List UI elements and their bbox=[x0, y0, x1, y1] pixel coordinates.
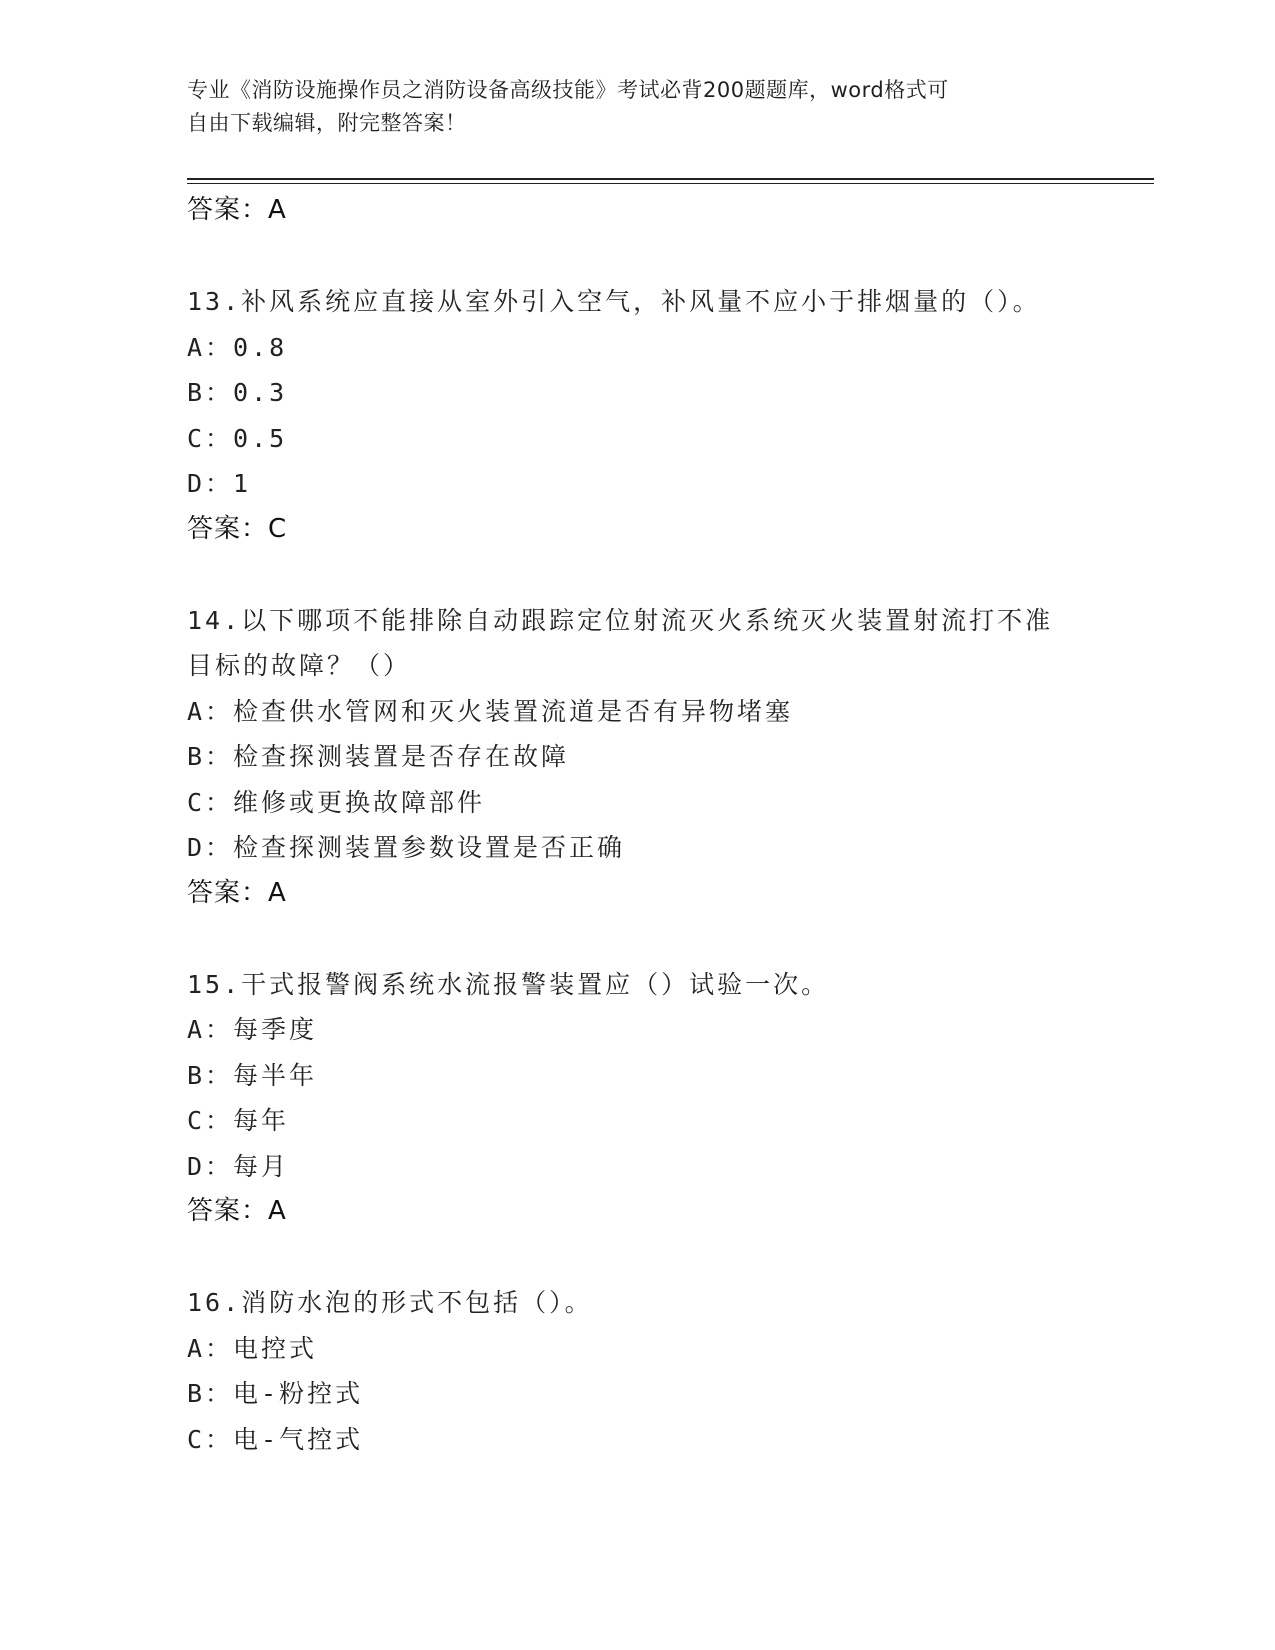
option-a: A：0.8 bbox=[187, 332, 288, 362]
answer-line: 答案：A bbox=[187, 1196, 287, 1226]
option-d: D：每月 bbox=[187, 1151, 290, 1181]
question-list bbox=[187, 188, 1087, 1462]
option-b: B：电-粉控式 bbox=[187, 1379, 364, 1408]
spacer bbox=[187, 916, 1087, 962]
header-line-1: 专业《消防设施操作员之消防设备高级技能》考试必背200题题库，word格式可 bbox=[187, 78, 949, 102]
question-stem-continued: 目标的故障？（） bbox=[187, 651, 412, 680]
option-d: D：检查探测装置参数设置是否正确 bbox=[187, 833, 626, 862]
option-a: A：检查供水管网和灭火装置流道是否有异物堵塞 bbox=[187, 696, 794, 726]
question-stem: 13.补风系统应直接从室外引入空气，补风量不应小于排烟量的（）。 bbox=[187, 287, 1041, 316]
header-divider-thick bbox=[187, 178, 1154, 180]
question-block bbox=[187, 962, 1087, 1235]
question-stem: 16.消防水泡的形式不包括（）。 bbox=[187, 1288, 593, 1317]
option-c: C：电-气控式 bbox=[187, 1424, 364, 1454]
header-line-2: 自由下载编辑，附完整答案！ bbox=[187, 111, 467, 135]
option-a: A：每季度 bbox=[187, 1015, 318, 1044]
option-c: C：维修或更换故障部件 bbox=[187, 787, 486, 817]
question-block bbox=[187, 279, 1087, 552]
option-c: C：0.5 bbox=[187, 423, 288, 453]
option-a: A：电控式 bbox=[187, 1333, 318, 1363]
header-divider-thin bbox=[187, 183, 1154, 184]
option-d: D：1 bbox=[187, 469, 252, 498]
option-b: B：0.3 bbox=[187, 378, 288, 407]
answer-line: 答案：A bbox=[187, 195, 287, 225]
option-c: C：每年 bbox=[187, 1106, 290, 1135]
option-b: B：检查探测装置是否存在故障 bbox=[187, 742, 570, 771]
answer-line: 答案：A bbox=[187, 877, 287, 908]
answer-line: 答案：C bbox=[187, 513, 288, 544]
spacer bbox=[187, 552, 1087, 598]
spacer bbox=[187, 234, 1087, 280]
question-stem: 15.干式报警阀系统水流报警装置应（）试验一次。 bbox=[187, 969, 830, 999]
question-stem: 14.以下哪项不能排除自动跟踪定位射流灭火系统灭火装置射流打不准 bbox=[187, 605, 1054, 635]
option-b: B：每半年 bbox=[187, 1060, 318, 1090]
question-block bbox=[187, 1280, 1087, 1462]
document-header bbox=[187, 74, 1087, 140]
question-block bbox=[187, 598, 1087, 917]
spacer bbox=[187, 1235, 1087, 1281]
